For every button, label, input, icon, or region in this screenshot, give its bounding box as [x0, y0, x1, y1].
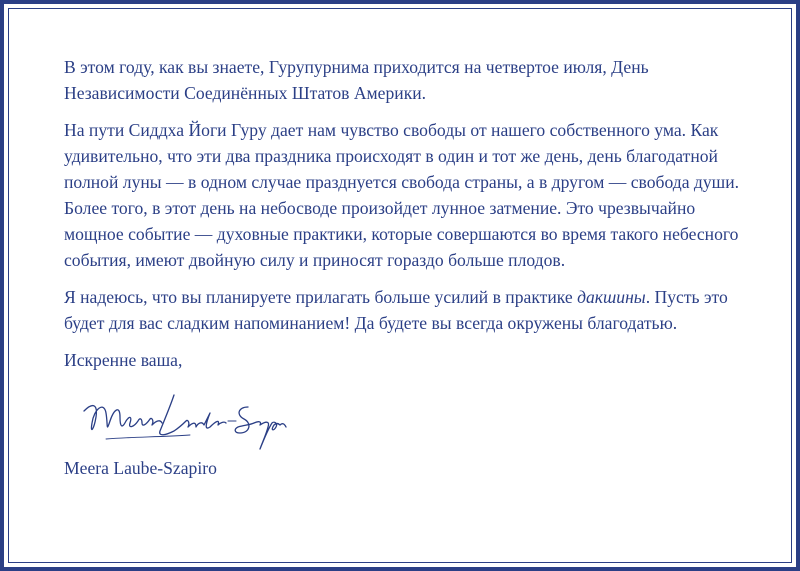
- paragraph-dakshina-end: . Пусть это будет для вас сладким напоминанием! Да будете вы всегда окружены благодатью.: [64, 287, 728, 333]
- paragraph-gurupurnima: В этом году, как вы знаете, Гурупурнима приходится на четвертое июля, День Независимости Соединённых Штатов Америки.: [64, 57, 649, 103]
- paragraph-freedom: На пути Сиддха Йоги Гуру дает нам чувство свободы от нашего собственного ума. Как удивительно, что эти два праздника происходят в один и тот же день, день благодатной полной луны — в одном случае празднуется свобода страны, а в другом — свобода души. Более того, в этот день на небосводе произойдет лунное затмение. Это чрезвычайно мощное событие — духовные практики, которые совершаются во время такого небесного события, имеют двойную силу и приносят гораздо больше плодов.: [64, 120, 740, 270]
- paragraph-dakshina-start: Я надеюсь, что вы планируете прилагать больше усилий в практике: [64, 287, 578, 307]
- dakshina-term: дакшины: [577, 287, 646, 307]
- letter-body: [64, 54, 754, 481]
- handwritten-signature: [70, 377, 290, 455]
- paragraph-dakshina: [64, 284, 754, 336]
- signer-name: Meera Laube-Szapiro: [64, 458, 217, 478]
- closing-phrase: Искренне ваша,: [64, 350, 183, 370]
